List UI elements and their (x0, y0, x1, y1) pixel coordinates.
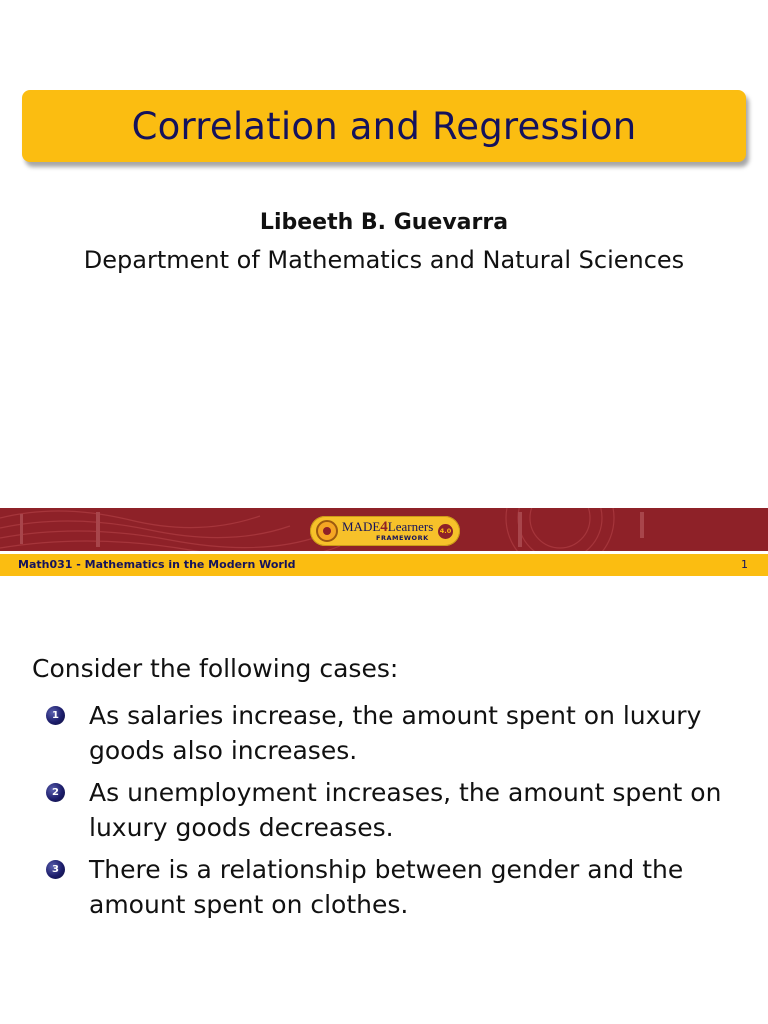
list-item-text: As unemployment increases, the amount spent on luxury goods decreases. (89, 778, 722, 842)
list-item-text: There is a relationship between gender and the amount spent on clothes. (89, 855, 684, 919)
course-name: Math031 - Mathematics in the Modern World (18, 558, 296, 571)
enumeration-marker: 1 (46, 706, 65, 725)
logo-prefix: MADE (342, 519, 381, 534)
intro-text: Consider the following cases: (32, 654, 399, 683)
footer-banner (0, 508, 768, 551)
logo-subtitle: FRAMEWORK (376, 534, 429, 542)
department-name: Department of Mathematics and Natural Sciences (83, 246, 685, 274)
slide-title: Correlation and Regression (131, 104, 637, 148)
logo-suffix: Learners (387, 519, 434, 534)
made4learners-logo (310, 516, 460, 546)
enumeration-marker: 2 (46, 783, 65, 802)
seal-icon (316, 520, 338, 542)
enumeration-marker: 3 (46, 860, 65, 879)
footer-bar (0, 554, 768, 576)
title-block (22, 90, 746, 162)
list-item-text: As salaries increase, the amount spent on luxury goods also increases. (89, 701, 702, 765)
content-slide (0, 576, 768, 1024)
author-name: Libeeth B. Guevarra (259, 210, 509, 235)
page-number: 1 (741, 558, 748, 571)
logo-version-badge: 4.0 (438, 524, 453, 539)
logo-four: 4 (380, 519, 388, 535)
